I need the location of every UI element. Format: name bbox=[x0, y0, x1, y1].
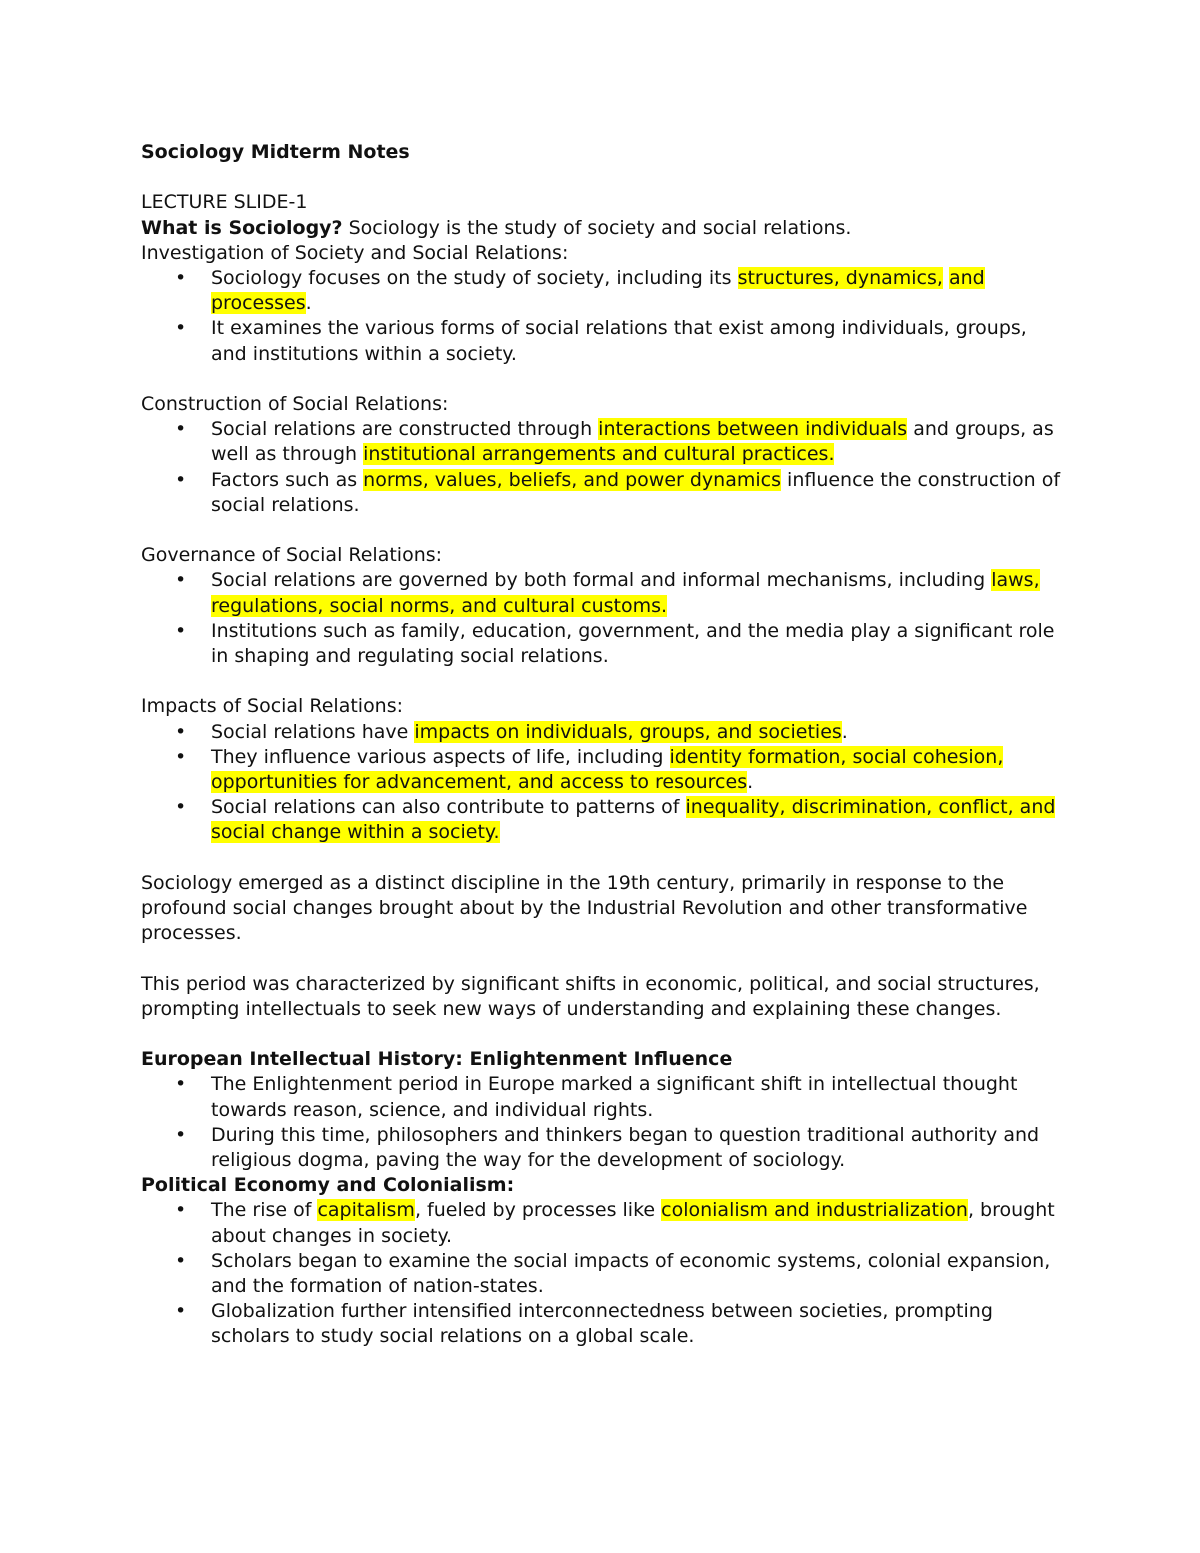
text: , brought about changes in society. bbox=[211, 1199, 1055, 1247]
text: . bbox=[305, 292, 312, 315]
spacer bbox=[141, 165, 1061, 190]
text: Social relations have bbox=[211, 720, 415, 743]
list-item: • Scholars began to examine the social impacts of economic systems, colonial expansion, and the formation of nation-states. bbox=[141, 1249, 1061, 1299]
impacts-heading: Impacts of Social Relations: bbox=[141, 695, 404, 718]
list-item bbox=[141, 1198, 1061, 1248]
governance-list bbox=[141, 568, 1061, 669]
highlight: and processes bbox=[211, 267, 985, 315]
spacer bbox=[141, 1022, 1061, 1047]
what-is-sociology bbox=[141, 216, 1061, 241]
list-item bbox=[141, 468, 1061, 518]
highlight: interactions between individuals bbox=[598, 418, 908, 441]
list-item bbox=[141, 266, 1061, 316]
highlight: institutional arrangements and cultural practices. bbox=[363, 443, 835, 466]
list-item bbox=[141, 745, 1061, 795]
list-item: • During this time, philosophers and thinkers began to question traditional authority and religious dogma, paving the way for the development of sociology. bbox=[141, 1123, 1061, 1173]
list-item bbox=[141, 720, 1061, 745]
spacer bbox=[141, 669, 1061, 694]
text: They influence various aspects of life, including bbox=[211, 745, 670, 768]
paragraph-emergence: Sociology emerged as a distinct discipline in the 19th century, primarily in response to the profound social changes brought about by the Industrial Revolution and other transformative processes. bbox=[141, 871, 1028, 945]
paragraph-period: This period was characterized by significant shifts in economic, political, and social structures, prompting intellectuals to seek new ways of understanding and explaining these changes. bbox=[141, 972, 1040, 1020]
text: . bbox=[841, 720, 848, 743]
text: Social relations can also contribute to patterns of bbox=[211, 796, 686, 819]
text: Social relations are governed by both formal and informal mechanisms, including bbox=[211, 569, 992, 592]
list-item: • Globalization further intensified interconnectedness between societies, prompting scholars to study social relations on a global scale. bbox=[141, 1299, 1061, 1349]
list-item bbox=[141, 795, 1061, 845]
highlight: identity formation, social cohesion, opportunities for advancement, and access to resources bbox=[211, 745, 1004, 794]
list-item: • Institutions such as family, education, government, and the media play a significant role in shaping and regulating social relations. bbox=[141, 619, 1061, 669]
what-is-text: Sociology is the study of society and social relations. bbox=[342, 216, 852, 239]
highlight: norms, values, beliefs, and power dynamics bbox=[363, 468, 781, 491]
spacer bbox=[141, 846, 1061, 871]
slide-label: LECTURE SLIDE-1 bbox=[141, 191, 308, 214]
impacts-list bbox=[141, 720, 1061, 846]
highlight: inequality, discrimination, conflict, and social change within a society. bbox=[211, 796, 1056, 844]
spacer bbox=[141, 367, 1061, 392]
enlightenment-list bbox=[141, 1072, 1061, 1173]
what-is-label: What is Sociology? bbox=[141, 216, 343, 239]
spacer bbox=[141, 946, 1061, 971]
text: The rise of bbox=[211, 1199, 318, 1222]
highlight: impacts on individuals, groups, and societies bbox=[414, 720, 842, 743]
text: Social relations are constructed through bbox=[211, 418, 599, 441]
construction-list bbox=[141, 417, 1061, 518]
enlightenment-heading: European Intellectual History: Enlightenment Influence bbox=[141, 1048, 733, 1071]
text: and groups, as well as through bbox=[211, 418, 1054, 466]
text: . bbox=[747, 771, 754, 794]
text: Sociology focuses on the study of society, including its bbox=[211, 267, 738, 289]
spacer bbox=[141, 518, 1061, 543]
investigation-list bbox=[141, 266, 1061, 367]
text: Factors such as bbox=[211, 468, 364, 491]
highlight: colonialism and industrialization bbox=[661, 1199, 968, 1222]
highlight: laws, regulations, social norms, and cultural customs. bbox=[211, 569, 1040, 617]
investigation-heading: Investigation of Society and Social Relations: bbox=[141, 241, 569, 264]
document-page bbox=[141, 140, 1061, 1350]
political-list bbox=[141, 1198, 1061, 1349]
text: influence the construction of social relations. bbox=[211, 468, 1061, 516]
highlight: structures, dynamics, bbox=[737, 267, 943, 289]
governance-heading: Governance of Social Relations: bbox=[141, 544, 443, 567]
text: , fueled by processes like bbox=[414, 1199, 662, 1222]
list-item: • It examines the various forms of social relations that exist among individuals, groups, and institutions within a society. bbox=[141, 316, 1061, 366]
highlight: capitalism bbox=[317, 1199, 415, 1222]
document-title: Sociology Midterm Notes bbox=[141, 141, 410, 163]
political-heading: Political Economy and Colonialism: bbox=[141, 1174, 515, 1197]
construction-heading: Construction of Social Relations: bbox=[141, 393, 449, 415]
list-item: • The Enlightenment period in Europe marked a significant shift in intellectual thought towards reason, science, and individual rights. bbox=[141, 1072, 1061, 1122]
list-item bbox=[141, 568, 1061, 618]
list-item bbox=[141, 417, 1061, 467]
